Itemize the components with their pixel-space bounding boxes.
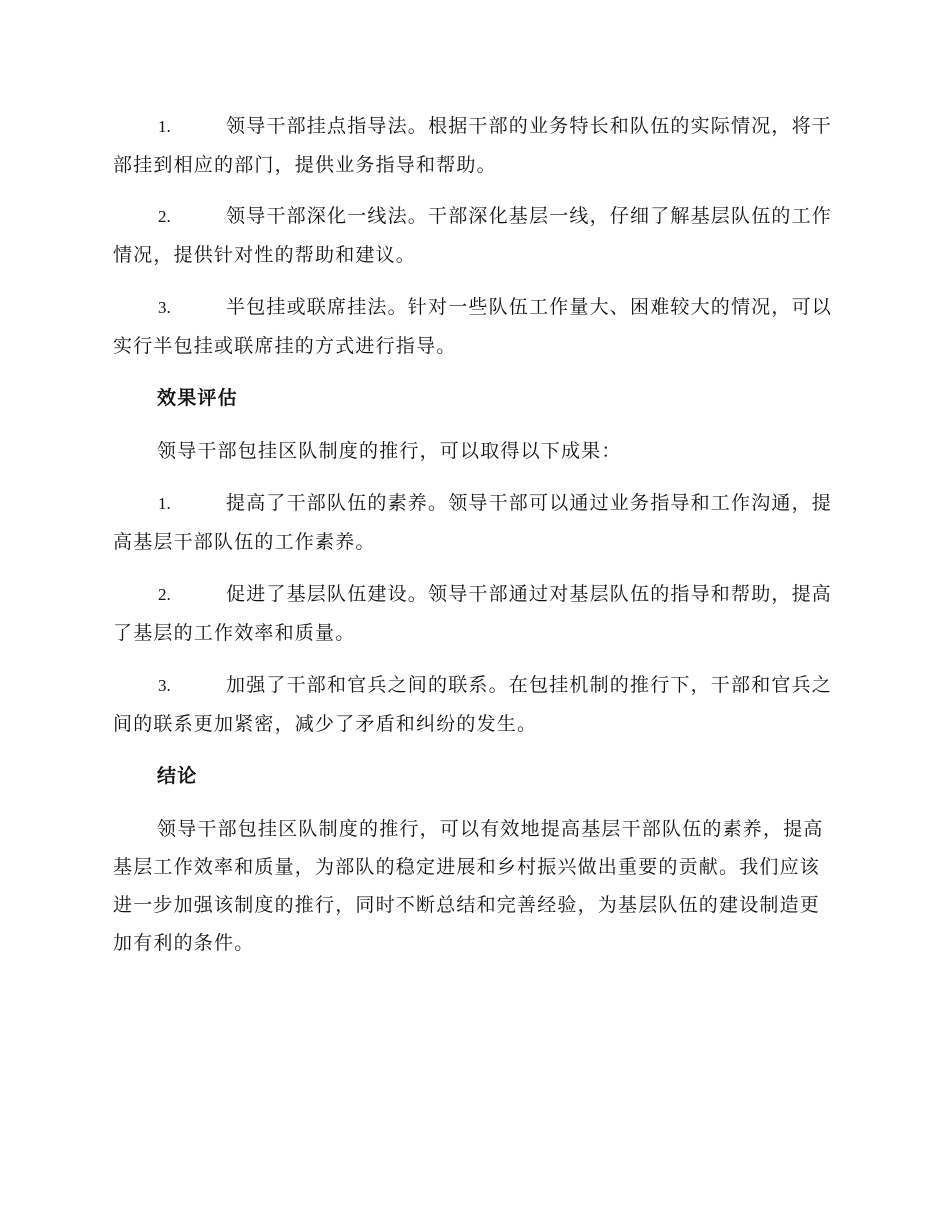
conclusion-paragraph: 领导干部包挂区队制度的推行，可以有效地提高基层干部队伍的素养，提高基层工作效率和质量，为部队的稳定进展和乡村振兴做出重要的贡献。我们应该进一步加强该制度的推行，同时不断总结和完善经验，为基层队伍的建设制造更加有利的条件。 bbox=[113, 818, 824, 954]
list-text: 领导干部挂点指导法。根据干部的业务特长和队伍的实际情况，将干部挂到相应的部门，提供业务指导和帮助。 bbox=[113, 115, 833, 176]
section-heading-conclusion: 结论 bbox=[157, 765, 198, 787]
list-number: 3. bbox=[158, 298, 171, 317]
method-item-2 bbox=[113, 197, 835, 274]
method-item-3 bbox=[113, 288, 835, 365]
section-heading-effect: 效果评估 bbox=[157, 387, 238, 409]
list-text: 领导干部深化一线法。干部深化基层一线，仔细了解基层队伍的工作情况，提供针对性的帮助和建议。 bbox=[113, 205, 833, 266]
list-number: 3. bbox=[158, 676, 171, 695]
list-number: 2. bbox=[158, 207, 171, 226]
list-number: 1. bbox=[158, 117, 171, 136]
list-text: 提高了干部队伍的素养。领导干部可以通过业务指导和工作沟通，提高基层干部队伍的工作素养。 bbox=[113, 492, 833, 553]
effect-item-1 bbox=[113, 484, 835, 561]
effect-intro: 领导干部包挂区队制度的推行，可以取得以下成果： bbox=[157, 440, 622, 462]
list-text: 半包挂或联席挂法。针对一些队伍工作量大、困难较大的情况，可以实行半包挂或联席挂的方式进行指导。 bbox=[113, 296, 833, 357]
list-number: 1. bbox=[158, 494, 171, 513]
list-number: 2. bbox=[158, 585, 171, 604]
effect-item-2 bbox=[113, 575, 835, 652]
method-item-1 bbox=[113, 107, 835, 184]
list-text: 加强了干部和官兵之间的联系。在包挂机制的推行下，干部和官兵之间的联系更加紧密，减少了矛盾和纠纷的发生。 bbox=[113, 674, 833, 735]
list-text: 促进了基层队伍建设。领导干部通过对基层队伍的指导和帮助，提高了基层的工作效率和质量。 bbox=[113, 583, 833, 644]
effect-item-3 bbox=[113, 666, 835, 743]
